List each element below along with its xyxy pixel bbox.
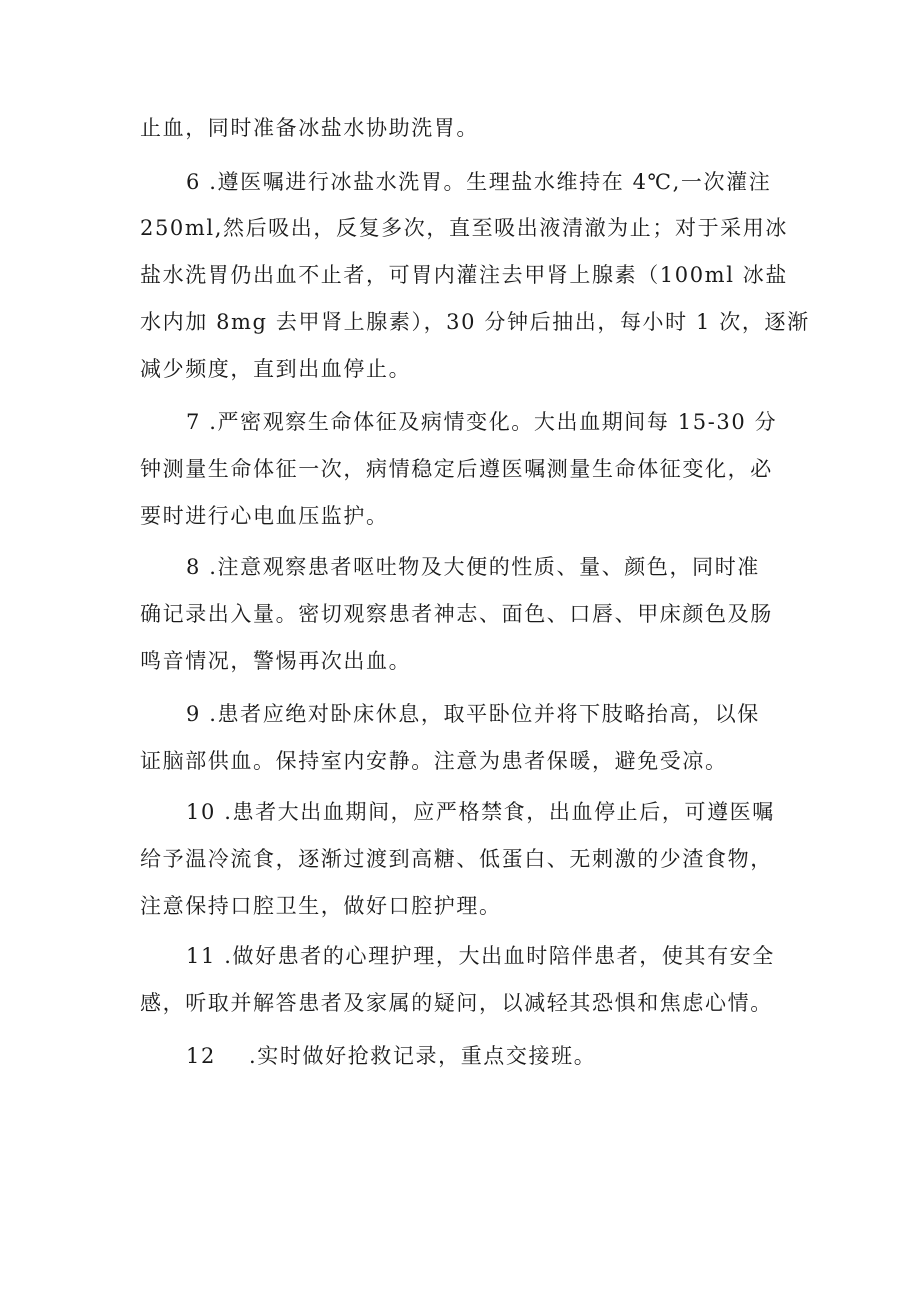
text-line: 止血，同时准备冰盐水协助洗胃。 (140, 116, 479, 140)
text-line: 确记录出入量。密切观察患者神志、面色、口唇、甲床颜色及肠 (140, 602, 773, 626)
text-line: 250ml,然后吸出，反复多次，直至吸出液清澈为止；对于采用冰 (140, 216, 788, 240)
text-line: 减少频度，直到出血停止。 (140, 357, 412, 381)
paragraph-8-line: 8 .注意观察患者呕吐物及大便的性质、量、颜色，同时准 (186, 555, 760, 579)
text-line: 证脑部供血。保持室内安静。注意为患者保暖，避免受凉。 (140, 749, 728, 773)
text-line: 盐水洗胃仍出血不止者，可胃内灌注去甲肾上腺素（100ml 冰盐 (140, 263, 788, 287)
text-line: 水内加 8mg 去甲肾上腺素），30 分钟后抽出，每小时 1 次，逐渐 (140, 310, 810, 334)
paragraph-7-line: 7 .严密观察生命体征及病情变化。大出血期间每 15-30 分 (186, 410, 778, 434)
paragraph-11-line: 11 .做好患者的心理护理，大出血时陪伴患者，使其有安全 (186, 944, 775, 968)
paragraph-9-line: 9 .患者应绝对卧床休息，取平卧位并将下肢略抬高，以保 (186, 702, 760, 726)
text-line: 注意保持口腔卫生，做好口腔护理。 (140, 894, 502, 918)
text-line: 给予温冷流食，逐渐过渡到高糖、低蛋白、无刺激的少渣食物， (140, 847, 773, 871)
text-line: 要时进行心电血压监护。 (140, 504, 389, 528)
text-line: 钟测量生命体征一次，病情稳定后遵医嘱测量生命体征变化，必 (140, 457, 773, 481)
text-line: 感，听取并解答患者及家属的疑问，以减轻其恐惧和焦虑心情。 (140, 991, 773, 1015)
paragraph-6-line: 6 .遵医嘱进行冰盐水洗胃。生理盐水维持在 4℃,一次灌注 (186, 170, 772, 194)
paragraph-10-line: 10 .患者大出血期间，应严格禁食，出血停止后，可遵医嘱 (186, 800, 775, 824)
paragraph-12-line: 12 .实时做好抢救记录，重点交接班。 (186, 1044, 597, 1068)
text-line: 鸣音情况，警惕再次出血。 (140, 649, 412, 673)
